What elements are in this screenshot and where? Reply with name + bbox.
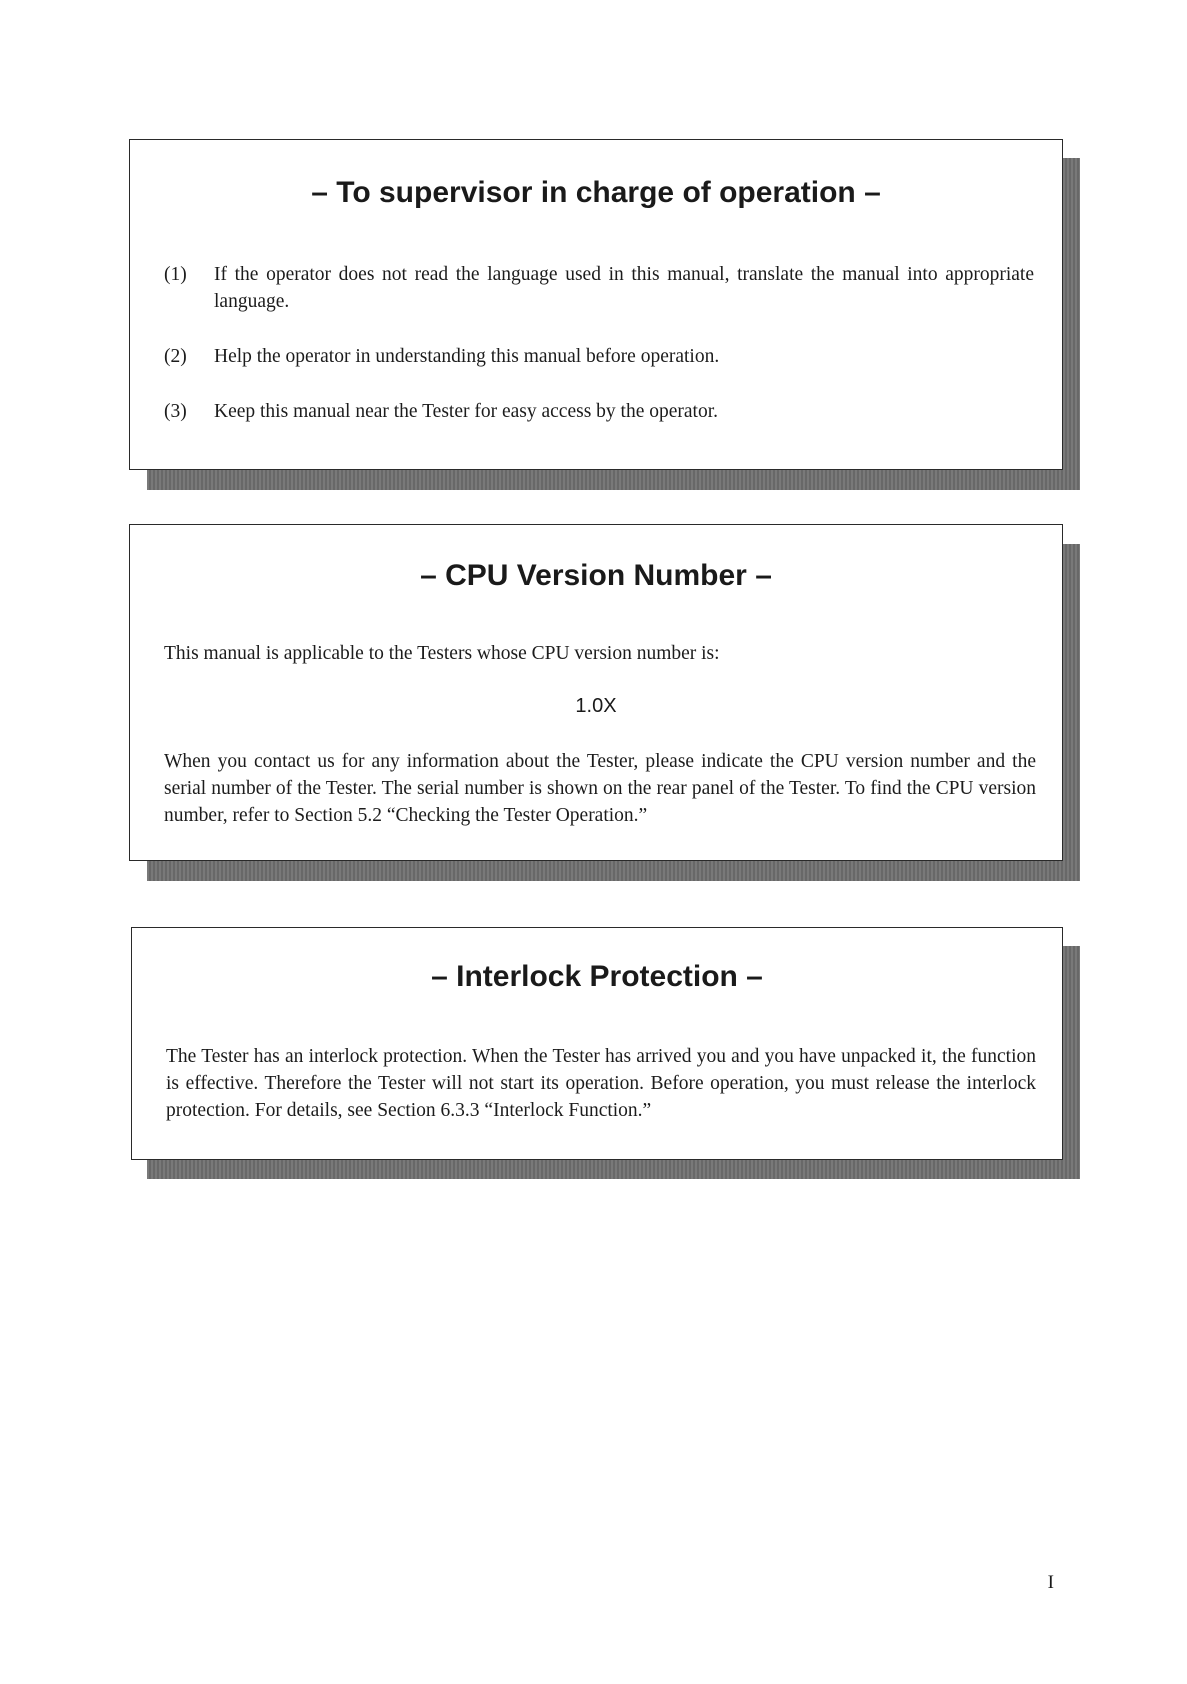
interlock-box-shadow-right — [1063, 946, 1080, 1179]
cpu-version-contact: When you contact us for any information about the Tester, please indicate the CPU version number and the serial number of the Tester. The serial number is shown on the rear panel of the Tester. To find the CPU version number, refer to Section 5.2 “Checking the Tester Operation.” — [164, 751, 1036, 826]
cpu-version-box — [129, 524, 1063, 861]
interlock-box — [131, 927, 1063, 1160]
interlock-title: – Interlock Protection – — [431, 960, 763, 993]
list-item-text: Help the operator in understanding this manual before operation. — [214, 346, 720, 367]
list-item-text: If the operator does not read the language used in this manual, translate the manual into appropriate language. — [214, 264, 1034, 312]
supervisor-title: – To supervisor in charge of operation – — [311, 176, 881, 209]
cpu-box-shadow-bottom — [147, 861, 1080, 881]
interlock-text: The Tester has an interlock protection. When the Tester has arrived you and you have unpacked it, the function is effective. Therefore the Tester will not start its operation. Before operation, you must release the interlock protection. For details, see Section 6.3.3 “Interlock Function.” — [166, 1046, 1036, 1121]
cpu-version-value: 1.0X — [575, 695, 617, 717]
supervisor-notice-box — [129, 139, 1063, 470]
list-item-number: (2) — [164, 346, 187, 367]
cpu-version-title: – CPU Version Number – — [420, 559, 772, 592]
supervisor-box-shadow-bottom — [147, 470, 1080, 490]
list-item-number: (1) — [164, 264, 187, 285]
supervisor-list-item — [164, 261, 1034, 321]
list-item-number: (3) — [164, 401, 187, 422]
supervisor-list-item — [164, 398, 1034, 428]
supervisor-box-shadow-right — [1063, 158, 1080, 490]
cpu-version-intro: This manual is applicable to the Testers whose CPU version number is: — [164, 643, 720, 664]
list-item-text: Keep this manual near the Tester for easy access by the operator. — [214, 401, 718, 422]
supervisor-list-item — [164, 343, 1034, 373]
interlock-box-shadow-bottom — [147, 1160, 1080, 1179]
page-number: I — [1047, 1572, 1054, 1593]
cpu-box-shadow-right — [1063, 544, 1080, 881]
